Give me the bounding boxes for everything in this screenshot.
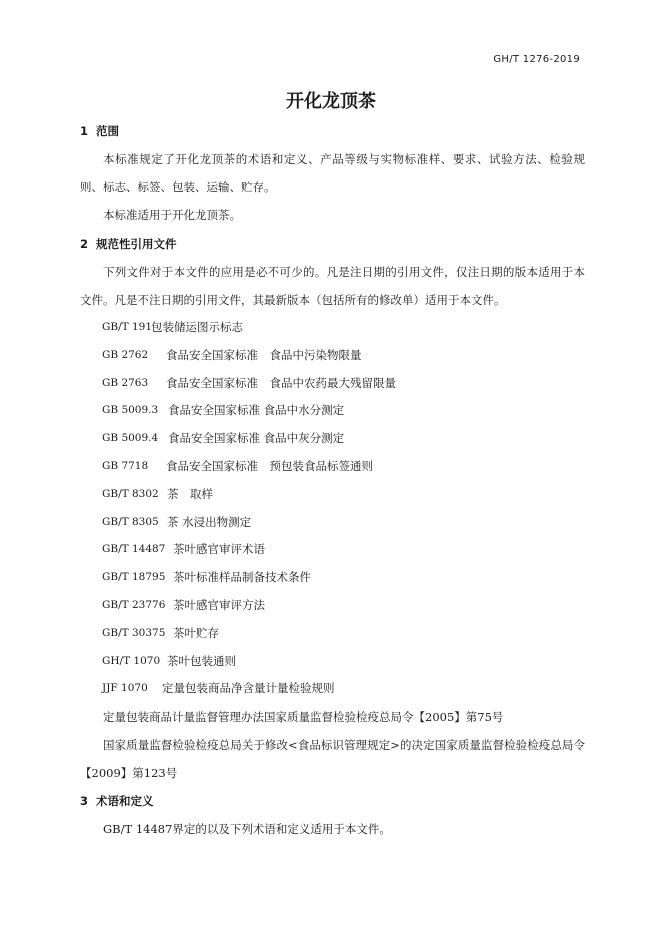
reference-list	[80, 314, 585, 703]
reference-title: 茶叶包装通则	[167, 653, 236, 668]
reference-item	[80, 397, 585, 425]
reference-item	[80, 481, 585, 509]
reference-code: GH/T 1070	[102, 654, 161, 667]
references-intro: 下列文件对于本文件的应用是必不可少的。凡是注日期的引用文件，仅注日期的版本适用于本文件。凡是不注日期的引用文件，其最新版本（包括所有的修改单）适用于本文件。	[80, 265, 585, 307]
section-title: 范围	[96, 124, 120, 138]
reference-item	[80, 425, 585, 453]
reference-title: 茶叶贮存	[173, 625, 219, 640]
reference-code: GB 7718	[102, 459, 149, 472]
reference-item	[80, 620, 585, 648]
reference-code: GB/T 14487	[102, 543, 166, 556]
reference-item	[80, 342, 585, 370]
reference-code: GB/T 30375	[102, 626, 166, 639]
section-title: 术语和定义	[96, 794, 154, 809]
section-number: 3	[80, 794, 89, 809]
reference-order-2005: 定量包装商品计量监督管理办法国家质量监督检验检疫总局令【2005】第75号	[103, 710, 504, 725]
scope-paragraph: 本标准规定了开化龙顶茶的术语和定义、产品等级与实物标准样、要求、试验方法、检验规则、标志、标签、包装、运输、贮存。	[80, 152, 585, 194]
reference-title: 茶 取样	[167, 486, 213, 501]
reference-title: 茶 水浸出物测定	[167, 514, 252, 529]
section-number: 2	[80, 237, 89, 251]
section-3-heading	[80, 790, 585, 812]
document-title: 开化龙顶茶	[286, 91, 376, 112]
reference-code: GB/T 191	[102, 321, 153, 333]
reference-title: 茶叶感官审评方法	[173, 597, 265, 612]
reference-title: 茶叶标准样品制备技术条件	[173, 570, 311, 585]
reference-code: GB/T 8302	[102, 487, 159, 500]
terms-paragraph: GB/T 14487界定的以及下列术语和定义适用于本文件。	[103, 822, 391, 837]
reference-code: GB/T 23776	[102, 598, 166, 611]
reference-code: GB 5009.4	[102, 432, 159, 445]
reference-title: 食品安全国家标准 食品中农药最大残留限量	[166, 375, 396, 390]
reference-title: 包装储运图示标志	[151, 320, 243, 334]
reference-title: 食品安全国家标准 食品中污染物限量	[166, 347, 362, 362]
reference-title: 食品安全国家标准 食品中水分测定	[168, 403, 345, 418]
scope-applicability: 本标准适用于开化龙顶茶。	[103, 208, 241, 222]
reference-code: GB 5009.3	[102, 404, 159, 417]
reference-title: 食品安全国家标准 食品中灰分测定	[168, 431, 345, 446]
section-1-heading	[80, 120, 585, 142]
section-title: 规范性引用文件	[96, 237, 177, 251]
section-2-heading	[80, 233, 585, 255]
reference-item	[80, 592, 585, 620]
reference-item	[80, 564, 585, 592]
reference-item	[80, 509, 585, 537]
reference-title: 茶叶感官审评术语	[173, 542, 265, 557]
reference-title: 食品安全国家标准 预包装食品标签通则	[166, 458, 373, 473]
section-number: 1	[80, 124, 89, 138]
document-code: GH/T 1276-2019	[493, 54, 580, 65]
document-body	[80, 120, 585, 843]
reference-code: GB/T 18795	[102, 571, 166, 584]
reference-item	[80, 675, 585, 703]
reference-item	[80, 314, 585, 342]
reference-code: GB 2762	[102, 348, 149, 361]
reference-item	[80, 370, 585, 398]
reference-item	[80, 536, 585, 564]
reference-order-2009: 国家质量监督检验检疫总局关于修改<食品标识管理规定>的决定国家质量监督检验检疫总局令【2009】第123号	[80, 738, 585, 781]
reference-item	[80, 453, 585, 481]
reference-item	[80, 648, 585, 676]
reference-code: JJF 1070	[102, 682, 148, 695]
reference-title: 定量包装商品净含量计量检验规则	[162, 681, 335, 696]
reference-code: GB 2763	[102, 376, 149, 389]
reference-code: GB/T 8305	[102, 515, 159, 528]
